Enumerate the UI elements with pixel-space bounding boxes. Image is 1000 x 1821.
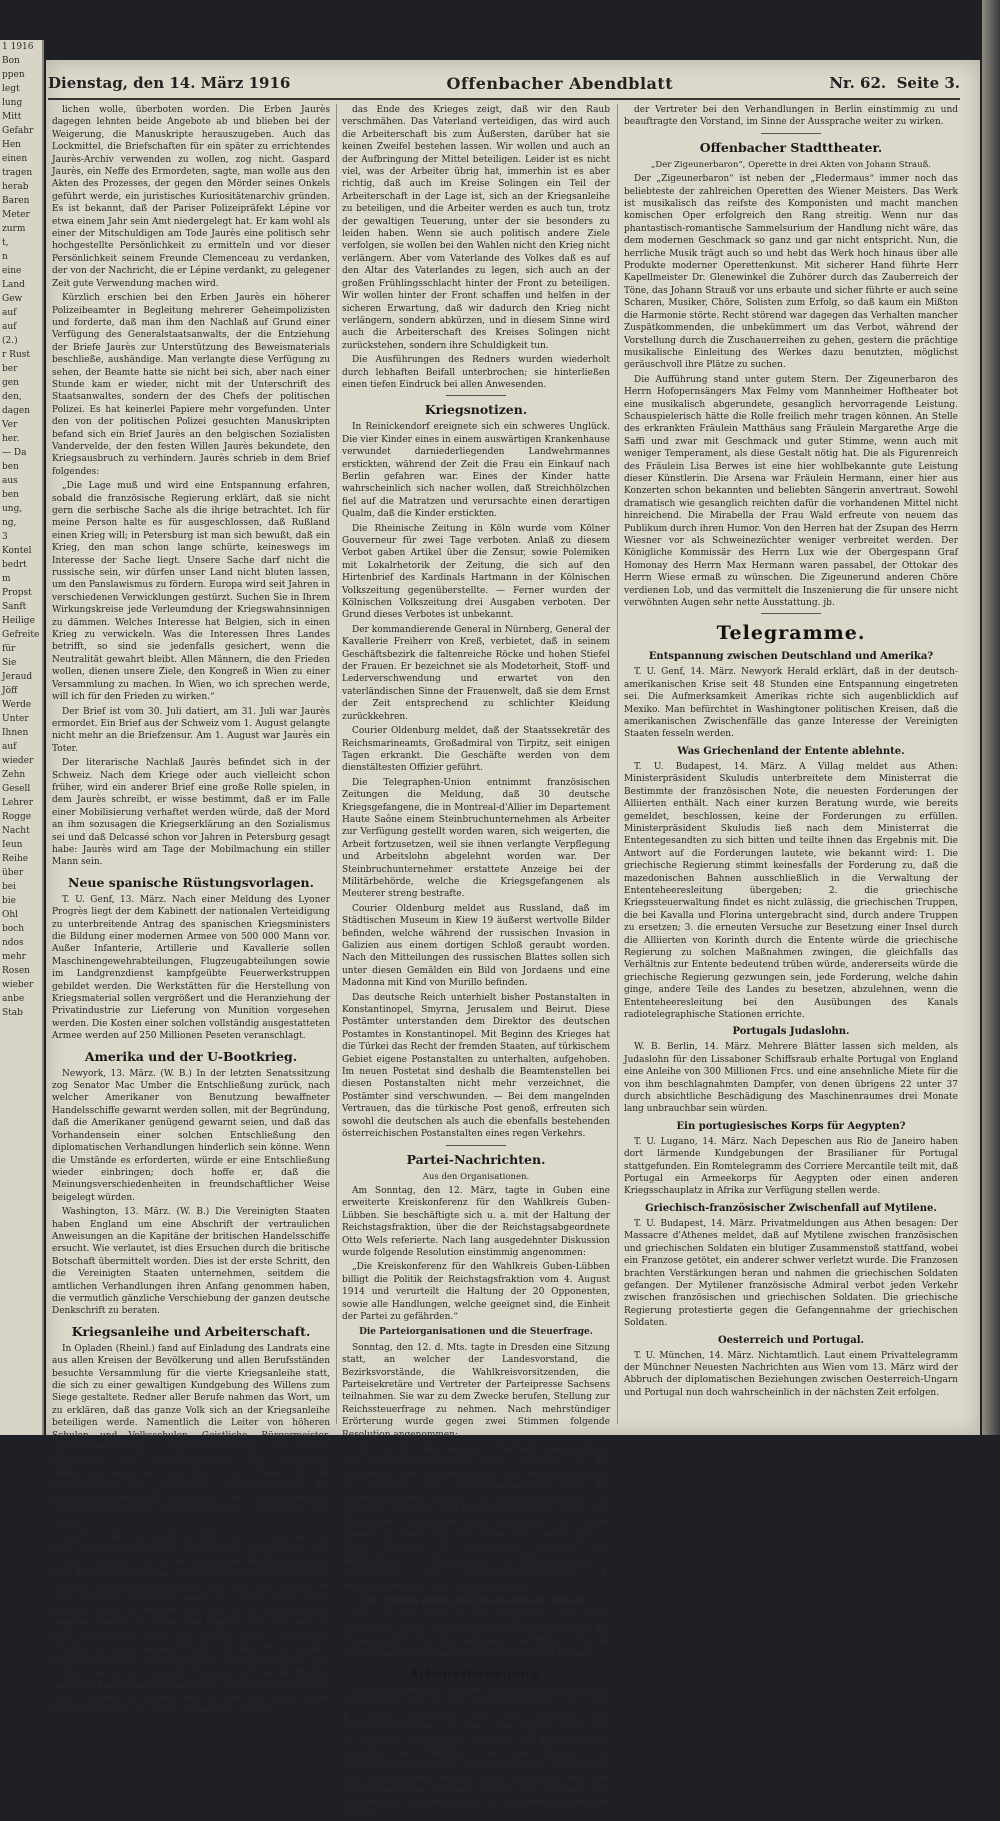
prev-page-fragment: Stab: [2, 1008, 23, 1018]
masthead: Offenbacher Abendblatt: [446, 73, 674, 93]
prev-page-fragment: tragen: [2, 168, 33, 178]
article-paragraph: Newyork, 13. März. (W. B.) In der letzten Senatssitzung zog Senator Mac Umber die Entschließung zurück, nach welcher Amerikaner von Benutzung bewaffneter Handelsschiffe gewarnt werden sollen, mit der Begründung, daß die Amerikaner genügend gewarnt seien, und daß das Vorhandensein einer solchen Entschließung den diplomatischen Verhandlungen hinderlich sein könne. Wenn die Umstände es erforderten, würde er eine Entschließung wieder einbringen; doch hoffe er, daß die Meinungsverschiedenheiten in freundschaftlicher Weise beigelegt würden.: [52, 1068, 330, 1203]
prev-page-fragment: Kontel: [2, 546, 32, 556]
prev-page-fragment: Rogge: [2, 812, 32, 822]
prev-page-fragment: Ieun: [2, 840, 23, 850]
binding-spine: [982, 0, 1000, 1435]
newspaper-page: [46, 60, 980, 1820]
column-1: [52, 104, 330, 1716]
article-subheading: Die Parteiorganisationen und die Steuerfrage.: [359, 1327, 593, 1338]
article-heading: Ein portugiesisches Korps für Aegypten?: [676, 1120, 906, 1132]
article-paragraph: W. B. Berlin, 14. März. Mehrere Blätter lassen sich melden, als Judaslohn für den Lissaboner Schiffsraub erhalte Portugal von England eine Anleihe von 300 Millionen Frcs. und eine ansehnliche Miete für die von ihm beschlagnahmten Dampfer, von denen übrigens 22 unter 37 durch absichtliche Beschädigung des Maschinenraumes drei Monate lang unbrauchbar sein würden.: [624, 1042, 958, 1115]
prev-page-fragment: mehr: [2, 952, 26, 962]
prev-page-fragment: Propst: [2, 588, 32, 598]
article-paragraph: das Ende des Krieges zeigt, daß wir den Raub verschmähen. Das Vaterland verteidigen, das wird auch die Arbeiterschaft bis zum Äußersten, darüber hat sie keinen Zweifel bestehen lassen. Wir wollen und auch an der Aufbringung der Mittel beteiligen. Leider ist es nicht viel, was der Arbeiter übrig hat, immerhin ist es aber richtig, daß auch im Kreise Solingen ein Teil der Arbeiterschaft in der Lage ist, sich an der Kriegsanleihe zu beteiligen, und die Arbeiter werden es auch tun, trotz der gewaltigen Teuerung, unter der sie besonders zu leiden haben. Wenn sie auch politisch andere Ziele verfolgen, sie wollen bei den Wahlen nicht den Krieg nicht verlängern. Aber vom Vaterlande des Volkes daß es auf den Altar des Vaterlandes zu legen, sich auch an der großen Frühlingsschlacht hinter der Front zu beteiligen. Wir wollen hinter der Front schaffen und helfen in der sicheren Erwartung, daß wir dadurch den Krieg nicht verlängern, sondern abkürzen, und in diesem Sinne wird auch die Arbeiterschaft des Kreises Solingen nicht zurückstehen, sondern ihre Schuldigkeit tun.: [342, 105, 610, 351]
prev-page-fragment: Nacht: [2, 826, 30, 836]
prev-page-fragment: dagen: [2, 406, 31, 416]
prev-page-fragment: anbe: [2, 994, 25, 1004]
prev-page-fragment: — Da: [2, 448, 27, 458]
article-paragraph: Der kommandierende General in Nürnberg, General der Kavallerie Freiherr von Kreß, verbietet, daß in seinem Geschäftsbezirk die faltenreiche Röcke und hohen Stiefel der Frauen. Er bezeichnet sie als Modetorheit, Stoff- und Lederverschwendung und erwartet von den vaterländischen Sinne der Frauenwelt, daß sie dem Ernst der Zeit entsprechend zu schlichter Kleidung zurückkehren.: [342, 624, 610, 722]
prev-page-fragment: 1 1916: [2, 42, 34, 52]
article-paragraph: T. U. Genf, 14. März. Newyork Herald erklärt, daß in der deutsch-amerikanischen Krise seit 48 Stunden eine Entspannung eingetreten sei. Die Aufmerksamkeit Amerikas richte sich augenblicklich auf Mexiko. Man befürchtet in Washingtoner politischen Kreisen, daß die amerikanischen Zwischenfälle das ganze Interesse der Vereinigten Staaten fesseln werden.: [624, 667, 958, 740]
column-divider: [617, 104, 618, 1424]
article-paragraph: Der „Zigeunerbaron“ ist neben der „Fledermaus“ immer noch das beliebteste der zahlreichen Operetten des Wiener Meisters. Das Werk ist musikalisch das reifste des Komponisten und macht manchen komischen Oper erfolgreich den Rang streitig. Wenn nur das phantastisch-romantische Sammelsurium der Handlung nicht wäre, das dem modernen Geschmack so ganz und gar nicht entspricht. Nun, die herrliche Musik trägt auch so und hebt das Werk hoch hinaus über alle Produkte moderner Operettenkunst. Mit sicherer Hand führte Herr Kapellmeister Dr. Glenewinkel die Zuhörer durch das Zauberreich der Töne, das Johann Strauß vor uns erbaute und sicher führte er auch seine Scharen, Musiker, Chöre, Solisten zum Erfolg, so daß kaum ein Mißton die Harmonie störte. Recht störend war dagegen das Verhalten mancher Zuspätkommenden, die unbekümmert um das Verbot, während der Vorstellung durch die Zuschauerreihen zu gehen, gestern die prächtige musikalische Einleitung des Werkes dazu benutzten, möglichst geräuschvoll ihre Plätze zu suchen.: [624, 174, 958, 371]
prev-page-fragment: (2.): [2, 336, 18, 346]
article-paragraph: Die Ausführungen des Redners wurden wiederholt durch lebhaften Beifall unterbrochen; sie hinterließen einen tiefen Eindruck bei allen Anwesenden.: [342, 355, 610, 390]
prev-page-fragment: für: [2, 644, 16, 654]
prev-page-fragment: Gesell: [2, 784, 31, 794]
article-paragraph: Die Rheinische Zeitung in Köln wurde vom Kölner Gouverneur für zwei Tage verboten. Anlaß zu diesem Verbot gaben Artikel über die Zensur, sowie Polemiken mit Lokalrhetorik der Zeitung, die sich auf den Hirtenbrief des Kardinals Hartmann in der Kölnischen Volkszeitung gegenüberstellte. — Ferner wurden der Kölnischen Volkszeitung drei Ausgaben verboten. Der Grund dieses Verbotes ist unbekannt.: [342, 523, 610, 621]
article-paragraph: Sonntag, den 12. d. Mts. tagte in Dresden eine Sitzung statt, an welcher der Landesvorstand, die Bezirksvorstände, die Wahlkreisvorsitzenden, die Parteisekretäre und Vertreter der Parteipresse Sachsens teilnahmen. Sie war zu dem Zwecke berufen, Stellung zur Reichssteuerfrage zu nehmen. Nach mehrstündiger Erörterung wurde gegen zwei Stimmen folgende Resolution angenommen:: [342, 1342, 610, 1440]
prev-page-fragment: zurm: [2, 224, 26, 234]
article-heading: Kriegsnotizen.: [424, 402, 528, 418]
article-paragraph: Eine Konferenz des Beirates des Bauarbeiterverbandes beschäftigte sich, wie der Grundstein mitteilt, am 3. und 4. März eingehend mit dem Beschluß des Unternehmerbundes, den Stand der Organisationen und die Wünsche der Kollegen berichtet. Die Konferenz war einmütig der Meinung, daß das Angebot des Unternehmerbundes zur Verlängerung der Tarifverträge nicht angenommen werden könne. Falls dies doch eine Tarifverlängerung verlangt, müßte der Verband jede Tarifverträge ablaufen lassen. Die Konferenz stimmte der Haltung: [342, 1685, 610, 1820]
article-paragraph: Die Telegraphen-Union entnimmt französischen Zeitungen die Meldung, daß 30 deutsche Kriegsgefangene, die in Montreal-d'Allier im Departement Haute Saône einem Steinbruchunternehmen als Arbeiter zur Verfügung gestellt worden waren, sich weigerten, die Arbeit fortzusetzen, weil sie ihnen verlangte Verpflegung und Arbeitslohn abgelehnt worden war. Der Steinbruchunternehmer erstattete Anzeige bei der Militärbehörde, welche die Kriegsgefangenen als Meuterer streng bestrafte.: [342, 777, 610, 900]
prev-page-fragment: wieder: [2, 756, 34, 766]
separator: [446, 1145, 506, 1146]
article-heading: Kriegsanleihe und Arbeiterschaft.: [71, 1323, 311, 1339]
prev-page-fragment: t,: [2, 238, 9, 248]
prev-page-fragment: bei: [2, 882, 16, 892]
prev-page-fragment: Ver: [2, 420, 18, 430]
article-paragraph: Der Brief ist vom 30. Juli datiert, am 31. Juli war Jaurès ermordet. Ein Brief aus der Schweiz vom 1. August gelangte nicht mehr an die Briefzensur. Am 1. August war Jaurès ein Toter.: [52, 706, 330, 754]
prev-page-fragment: legt: [2, 84, 20, 94]
prev-page-fragment: Meter: [2, 210, 30, 220]
prev-page-fragment: gen: [2, 378, 19, 388]
prev-page-fragment: n: [2, 252, 8, 262]
article-paragraph: „Die am 12. März tagende erweiterte Landessitzung der Sozialdemokratischen Partei Sachsens, an der teilnehmen: der Landesvorstand, die Bezirksvorstände, die Vertreter der Kreisorganisationen und der Parteiredaktionen, erklärt, die Reichstagsfraktion, die geplanten Verkehrs- und Genußmittelsteuern unter allen Umständen abzulehnen und einzutreten für solche Steuern auf Besitz und Einkommen, die in erster Linie in Frage kommen: 1. abermalige Erhebung des Wehrbeitrags, 2. Besteuerung der Kriegsgewinne, 3. Ausdehnung der Reichsvermögenssteuer, 4. Reichseinkommen- und Vermögenssteuer.“: [342, 1444, 610, 1591]
prev-page-fragment: Bon: [2, 56, 20, 66]
article-heading: Arbeiterbewegung.: [409, 1665, 543, 1681]
article-paragraph: „Die Lage muß und wird eine Entspannung erfahren, sobald die französische Regierung erklärt, daß sie nicht gern die serbische Sache als die ihrige betrachtet. Ich für meine Person halte es für ausgeschlossen, daß Rußland einen Krieg will; in Petersburg ist man sich bewußt, daß ein Krieg, den man schon lange schürte, keineswegs im Interesse der Sache liegt. Unsere Sache darf nicht die russische sein, wir dürfen unser Land nicht bluten lassen, um den Panslawismus zu fördern. Europa wird seit Jahren in verschiedenen Verwicklungen gestürzt. Suchen Sie in Ihrem Wirkungskreise jede Verleumdung der Kriegswahnsinnigen zu dämmen. Welches Interesse hat Belgien, sich in einen Krieg zu verwickeln. Was die Interessen Ihres Landes betrifft, so sind sie jedenfalls gesichert, wenn die Neutralität gewahrt bleibt. Allen Männern, die den Frieden wollen, dienen unsere Ziele, den Kongreß in Wien zu einer Versammlung zu machen. In Wien, wo ich sprechen werde, will ich für den Frieden zu wirken.“: [52, 481, 330, 703]
prev-page-fragment: Zehn: [2, 770, 26, 780]
article-heading: Offenbacher Stadttheater.: [699, 139, 883, 155]
prev-page-fragment: her.: [2, 434, 20, 444]
separator: [446, 395, 506, 396]
article-paragraph: lichen wolle, überboten worden. Die Erben Jaurès dagegen lehnten beide Angebote ab und blieben bei der Weigerung, die Manuskripte herauszugeben. Auch das Lockmittel, die Briefschaften für ein später zu errichtendes Jaurès-Archiv verwenden zu wollen, zog nicht. Gaspard Jaurès, ein Neffe des Ermordeten, sagte, man wolle aus den Akten des Prozesses, der gegen den Mörder seines Onkels geführt werde, ein juristisches Kuriositätenarchiv gründen. Es ist bekannt, daß der Pariser Polizeipräfekt Lépine vor etwa einem Jahr sein Amt niedergelegt hat. Er kam wohl als einer der Mitschuldigen am Tode Jaurès eine politisch sehr hochgestellte Persönlichkeit zu ermitteln und vor dieser Persönlichkeit seinem Freunde Clemenceau zu verdanken, der von der Nachricht, die er Lépine verdankt, zu gelegener Zeit gute Verwendung machen wird.: [52, 105, 330, 289]
article-paragraph: T. U. München, 14. März. Nichtamtlich. Laut einem Privattelegramm der Münchner Neuesten Nachrichten aus Wien vom 13. März wird der Abbruch der diplomatischen Beziehungen zwischen Oesterreich-Ungarn und Portugal nun doch wahrscheinlich in der nächsten Zeit erfolgen.: [624, 1350, 958, 1398]
prev-page-fragment: Sanft: [2, 602, 27, 612]
prev-page-fragment: ber: [2, 364, 18, 374]
column-divider: [336, 104, 337, 1424]
prev-page-fragment: m: [2, 574, 11, 584]
issue-page-info: [829, 74, 960, 92]
article-paragraph: T. U. Lugano, 14. März. Nach Depeschen aus Rio de Janeiro haben dort lärmende Kundgebungen der Brasilianer für Portugal stattgefunden. Ein Romtelegramm des Corriere Mercantile teilt mit, daß Portugal ein Armeekorps für Aegypten oder einen anderen Kriegsschauplatz in Afrika zur Verfügung stellen werde.: [624, 1136, 958, 1197]
separator: [761, 613, 821, 614]
prev-page-fragment: Sie: [2, 658, 17, 668]
issue-number: Nr. 62.: [829, 74, 887, 92]
prev-page-fragment: Jöff: [2, 686, 18, 696]
prev-page-fragment: herab: [2, 182, 29, 192]
article-paragraph: Am 22. d. Mts. sollte vor dem Landgericht in Düsseldorf der Prozeß gegen die Genossinnen und Mitarbeiter der Monatsschrift „Die Internationale“ stattfinden. Nun ist der Verhandlungstermin auf unbestimmte Zeit vertagt.: [342, 1611, 610, 1659]
prev-page-fragment: bedrt: [2, 560, 27, 570]
article-paragraph: Am Sonntag, den 12. März, tagte in Guben eine erweiterte Kreiskonferenz für den Wahlkreis Guben-Lübben. Sie beschäftigte sich u. a. mit der Haltung der Reichstagsfraktion, über die der Reichstagsabgeordnete Otto Wels referierte. Nach lang ausgedehnter Diskussion wurde folgende Resolution einstimmig angenommen:: [342, 1185, 610, 1258]
prev-page-fragment: ng,: [2, 518, 17, 528]
article-subheading: „Der Zigeunerbaron“, Operette in drei Akten von Johann Strauß.: [651, 159, 931, 170]
prev-page-fragment: Werde: [2, 700, 32, 710]
separator: [761, 133, 821, 134]
article-paragraph: Die Aufführung stand unter gutem Stern. Der Zigeunerbaron des Herrn Hofopernsängers Max Felmy vom Mannheimer Hoftheater bot eine musikalisch abgerundete, gesanglich hervorragende Leistung. Schauspielerisch hätte die Rolle freilich mehr tragen können. An Stelle des erkrankten Fräulein Matthäus sang Fräulein Margarethe Arge die Saffi und zwar mit Geschmack und guter Stimme, wenn auch mit weniger Temperament, als diese Gestalt nötig hat. Die als Figurenreich des Fräulein Lisa Berwes ist eine hier wohlbekannte gute Leistung dieser Künstlerin. Die Arsena war Fräulein Hermann, einer hier aus Konzerten schon bekannten und beliebten Sängerin anvertraut. Sowohl dramatisch wie gesanglich reichten dafür die vorhandenen Mittel nicht hinreichend. Die Mirabella der Frau Wald erfreute von neuem das Publikum durch ihren Humor. Von den Herren hat der Zsupan des Herrn Wiesner vor als Schweinezüchter weniger verbreitet werden. Der Königliche Kommissär des Herrn Lux wie der Obergespann Graf Homonay des Herrn Max Hermann waren passabel, der Ottokar des Herrn Wiese ermaß zu wünschen. Die Zigeunerund anderen Chöre verdienen Lob, und das vermittelt die Inszenierung die für unsere nicht verwöhnten Augen sehr nette Ausstattung. jb.: [624, 374, 958, 609]
prev-page-fragment: auf: [2, 308, 17, 318]
article-paragraph: Das deutsche Reich unterhielt bisher Postanstalten in Konstantinopel, Smyrna, Jerusalem und Beirut. Diese Postämter unterstanden dem Direktor des deutschen Postamtes in Konstantinopel. Mit Beginn des Krieges hat die Türkei das Recht der fremden Staaten, auf türkischem Gebiet eigene Postanstalten zu unterhalten, aufgehoben. Im neuen Postetat sind deshalb die Beamtenstellen bei diesen Postanstalten nicht mehr verzeichnet, die Postämter sind verschwunden. — Bei dem mangelnden Vertrauen, das die türkische Post genoß, erfreuten sich sowohl die deutschen als auch die ebenfalls bestehenden österreichischen Postanstalten eines regen Verkehrs.: [342, 992, 610, 1140]
prev-page-fragment: r Rust: [2, 350, 30, 360]
prev-page-fragment: aus: [2, 476, 18, 486]
article-heading: Portugals Judaslohn.: [732, 1026, 850, 1038]
article-paragraph: Courier Oldenburg meldet, daß der Staatssekretär des Reichsmarineamts, Großadmiral von Tirpitz, seit einigen Tagen erkrankt. Die Geschäfte werden von dem dienstältesten Offizier geführt.: [342, 726, 610, 774]
prev-page-fragment: ben: [2, 490, 19, 500]
prev-page-fragment: Jeraud: [2, 672, 33, 682]
prev-page-fragment: Unter: [2, 714, 29, 724]
prev-page-fragment: 3: [2, 532, 8, 542]
prev-page-fragment: Lehrer: [2, 798, 34, 808]
article-subheading: Aus den Organisationen.: [422, 1171, 530, 1182]
prev-page-fragment: Ohl: [2, 910, 19, 920]
article-heading: Entspannung zwischen Deutschland und Amerika?: [648, 651, 934, 663]
article-heading: Partei-Nachrichten.: [406, 1151, 546, 1167]
article-heading: Neue spanische Rüstungsvorlagen.: [68, 874, 314, 890]
column-2: [342, 104, 610, 1820]
article-paragraph: Kürzlich erschien bei den Erben Jaurès ein höherer Polizeibeamter in Begleitung mehrerer Geheimpolizisten und forderte, daß man ihm den Nachlaß auf Grund einer Verfügung des Generalstaatsanwalts, der die Entziehung der Briefe Jaurès zur Unterstützung des Beweismaterials beschließe, aushändige. Man verlangte diese Verfügung zu sehen, der Beamte hatte sie nicht bei sich, aber nach einer Stunde kam er wieder, nicht mit der Unterschrift des Staatsanwaltes, sondern der des Chefs der politischen Polizei. Es hat keinerlei Papiere mehr vorgefunden. Unter den von der politischen Polizei gesuchten Manuskripten befand sich ein Brief Jaurès an den belgischen Sozialisten Vandervelde, der den festen Willen Jaurès bekundete, den Kriegsausbruch zu verhindern. Jaurès schrieb in dem Brief folgendes:: [52, 293, 330, 477]
prev-page-fragment: Rosen: [2, 966, 30, 976]
article-subheading: Der Prozeß gegen die Internationale vertagt.: [362, 1595, 590, 1606]
prev-page-fragment: bie: [2, 896, 16, 906]
prev-page-fragment: Baren: [2, 196, 30, 206]
prev-page-fragment: ndos: [2, 938, 24, 948]
issue-date: Dienstag, den 14. März 1916: [48, 74, 291, 92]
prev-page-fragment: auf: [2, 322, 17, 332]
prev-page-fragment: Gew: [2, 294, 23, 304]
prev-page-fragment: Land: [2, 280, 25, 290]
prev-page-fragment: ung,: [2, 504, 23, 514]
prev-page-fragment: wieber: [2, 980, 34, 990]
prev-page-fragment: Gefahr: [2, 126, 34, 136]
prev-page-fragment: auf: [2, 742, 17, 752]
article-heading: Was Griechenland der Entente ablehnte.: [677, 745, 905, 757]
prev-page-fragment: ppen: [2, 70, 25, 80]
article-heading: Oesterreich und Portugal.: [717, 1334, 865, 1346]
article-paragraph: In Opladen (Rheinl.) fand auf Einladung des Landrats eine aus allen Kreisen der Bevölkerung und allen Berufsständen besuchte Versammlung für die vierte Kriegsanleihe statt, die sich zu einer gewaltigen Kundgebung des Willens zum Siege gestaltete. Redner aller Berufe nahmen das Wort, um zu erklären, daß das ganze Volk sich an der Kriegsanleihe beteiligen werde. Namentlich die Leiter von höheren Schulen und Volksschulen, Geistliche, Bürgermeister, Sparkassenvorstände, Handwerksmeister, Industrielle, Handwerker und Arbeitervertreter. Von besonderer Bedeutung waren nach dem Bericht der Frankf. Ztg. die Ausführungen des bekannten Geschäftsführers der Konsumgenossenschaft „Solidarität“, des Vorsitzenden des sozialdemokratischen Stadtverordneten, Großwerk und Ohligs.: [52, 1343, 330, 1528]
prev-page-fragment: lung: [2, 98, 23, 108]
article-paragraph: T. U. Budapest, 14. März. Privatmeldungen aus Athen besagen: Der Massacre d'Athenes meldet, daß auf Mytilene zwischen französischen und griechischen Soldaten ein blutiger Zusammenstoß stattfand, wobei ein Franzose getötet, ein anderer schwer verletzt wurde. Die Franzosen brachten Verstärkungen heran und nahmen die griechischen Soldaten gefangen. Der Mytilener französische Admiral verbot jeden Verkehr zwischen französischen und griechischen Soldaten. Die griechische Regierung protestierte gegen die Gefangennahme der griechischen Soldaten.: [624, 1218, 958, 1329]
prev-page-fragment: Heilige: [2, 616, 35, 626]
article-paragraph: „Die Kreiskonferenz für den Wahlkreis Guben-Lübben billigt die Politik der Reichstagsfraktion vom 4. August 1914 und verurteilt die Haltung der 20 Opponenten, sowie alle Handlungen, welche geeignet sind, die Einheit der Partei zu gefährden.“: [342, 1262, 610, 1322]
page-header: [48, 72, 960, 94]
prev-page-fragment: Reihe: [2, 854, 29, 864]
article-paragraph: T. U. Budapest, 14. März. A Villag meldet aus Athen: Ministerpräsident Skuludis unterbreitete dem Ministerrat die Bestimmte der französischen Note, die neuesten Forderungen der Alliierten enthält. Nach einer kurzen Beratung wurde, wie bereits gemeldet, beschlossen, keine der Forderungen zu erfüllen. Ministerpräsident Skuludis ließ nach dem Ministerrat die Ententegesandten zu sich bitten und teilte ihnen das Ergebnis mit. Die Antwort auf die Forderungen lautete, wie bekannt wird: 1. Die griechische Regierung stimmt keinesfalls der Forderung zu, daß die mazedonischen Bahnen ausschließlich in die Verwaltung der Ententeheeresleitung übergeben; 2. die griechische Kriegssteuerwaltung findet es nicht zulässig, die griechischen Truppen, die bei Kavalla und Florina untergebracht sind, durch andere Truppen zu ersetzen; 3. die erneuten Versuche zur Besetzung einer Insel durch die Alliierten von Korinth durch die Entente würde die griechische Regierung zu solchen Maßnahmen zwingen, die gleichfalls das Verhältnis zur Entente bedeutend trüben würde, andererseits würde die griechische Regierung gezwungen sein, jede Forderung, welche dahin ginge, andere Teile des Landes zu besetzen, abzulehnen, wenn die Ententeheeresleitung bei den Ausübungen des Kanals radiotelegraphische Stationen errichte.: [624, 761, 958, 1020]
prev-page-fragment: Ihnen: [2, 728, 29, 738]
article-paragraph: In Reinickendorf ereignete sich ein schweres Unglück. Die vier Kinder eines in einem auswärtigen Krankenhause verwundet darniederliegenden Landwehrmannes erstickten, während der Zeit die Frau ein Einkauf nach Berlin gefahren war. Eines der Kinder hatte wahrscheinlich sich nacher wollen, daß Streichhölzchen fiel auf die Matratzen und verursachte einen derartigen Qualm, daß die Kinder erstickten.: [342, 422, 610, 520]
prev-page-fragment: den,: [2, 392, 22, 402]
article-paragraph: T. U. Genf, 13. März. Nach einer Meldung des Lyoner Progrès liegt der dem Kabinett der nationalen Verteidigung zu unterbreitende Antrag des spanischen Kriegsministers die Bildung einer modernen Armee von 500 000 Mann vor. Außer Infanterie, Artillerie und Kavallerie sollen Maschinengewehrabteilungen, Flugzeugabteilungen sowie im Landgrenzdienst kampfgeübte Feuerwerkstruppen gebildet werden. Die Werkstätten für die Herstellung von Kriegsmaterial sollen vergrößert und die Heranziehung der Privatindustrie zur Lieferung von Munition vorgesehen werden. Die Kosten einer solchen vollständig ausgestatteten Armee werden auf 250 Millionen Peseten veranschlagt.: [52, 894, 330, 1042]
prev-page-fragment: ben: [2, 462, 19, 472]
column-3: [624, 104, 958, 1424]
header-rule: [48, 98, 960, 100]
prev-page-fragment: boch: [2, 924, 25, 934]
section-heading: Telegramme.: [716, 622, 866, 645]
article-paragraph: der Vertreter bei den Verhandlungen in Berlin einstimmig zu und beauftragte den Vorstand, im Sinne der Aussprache weiter zu wirken.: [624, 105, 958, 128]
prev-page-fragment: Gefreite: [2, 630, 40, 640]
page-number: Seite 3.: [896, 74, 960, 92]
prev-page-fragment: Mitt: [2, 112, 22, 122]
prev-page-fragment: Hen: [2, 140, 21, 150]
previous-page-edge: [0, 40, 44, 1435]
prev-page-fragment: eine: [2, 266, 22, 276]
prev-page-fragment: einen: [2, 154, 28, 164]
prev-page-fragment: über: [2, 868, 24, 878]
article-paragraph: Washington, 13. März. (W. B.) Die Vereinigten Staaten haben England um eine Abschrift der vertraulichen Anweisungen an die Kapitäne der britischen Handelsschiffe ersucht. Wie verlautet, ist dies Ersuchen durch die britische Botschaft übermittelt worden. Dies ist der erste Schritt, den die Vereinigten Staaten unternehmen, seitdem die amtlichen Verhandlungen ihren Anfang genommen haben, die vermutlich gänzliche Verschiebung der ganzen deutsche Denkschrift zu beraten.: [52, 1207, 330, 1317]
article-heading: Amerika und der U-Bootkrieg.: [84, 1048, 298, 1064]
article-paragraph: „Auch ich bin überzeugt, so führte er u. a. aus, daß der Wille des Volkes zum Siege ungebrochen ist, genau so, wie er am 4. August 1914 in der einmütigen Reichstagssitzung zum Ausdruck kam. Wenn wir jetzt ganz bestimmt erklären, daß wir keinen Frieden wollen, der nicht die Gewähr für eine dauernde Sicherheit gegen die Gefahr eines neuen Krieges bietet, so müssen wir uns in die Angelegenheit begeben: Gewiß, wir wollen den Frieden, wir wünschen ihn aufs dringendste, aber wir wollen einen ehrenvollen Frieden, wir wollen keinen Frieden um jeden Preis, sondern einen Frieden, der uns vor weiteren Überfällen sichert. Wir wollen, wie wir am 4. August erklärten, nicht an der Heimat und dem Lande anderer angreifen, wir wollen es jetzt und nicht, sondern wir hoffen, daß wir über die Dauer dieser Prüfungszeit auf uns selbst angewiesen bleiben.: [52, 1531, 330, 1716]
article-paragraph: Courier Oldenburg meldet aus Russland, daß im Städtischen Museum in Kiew 19 äußerst wertvolle Bilder befinden, welche während der russischen Invasion in Galizien aus einem dortigen Schloß geraubt worden. Nach den Mitteilungen des russischen Blattes sollen sich unter diesen Gemälden ein Bild von Jordaens und eine Madonna mit Kind von Murillo befinden.: [342, 903, 610, 989]
article-heading: Griechisch-französischer Zwischenfall auf Mytilene.: [645, 1202, 937, 1214]
article-paragraph: Der literarische Nachlaß Jaurès befindet sich in der Schweiz. Nach dem Kriege oder auch vielleicht schon früher, wird ein anderer Brief eine große Rolle spielen, in dem Jaurès schreibt, er wisse bestimmt, daß er im Falle einer Mobilisierung verhaftet werden würde, daß der Mord an ihm sozusagen die Kriegserklärung an den Sozialismus sei und daß Delcassé schon vor Jahren in Petersburg gesagt habe: Jaurès wird am Tage der Mobilmachung ein stiller Mann sein.: [52, 758, 330, 868]
